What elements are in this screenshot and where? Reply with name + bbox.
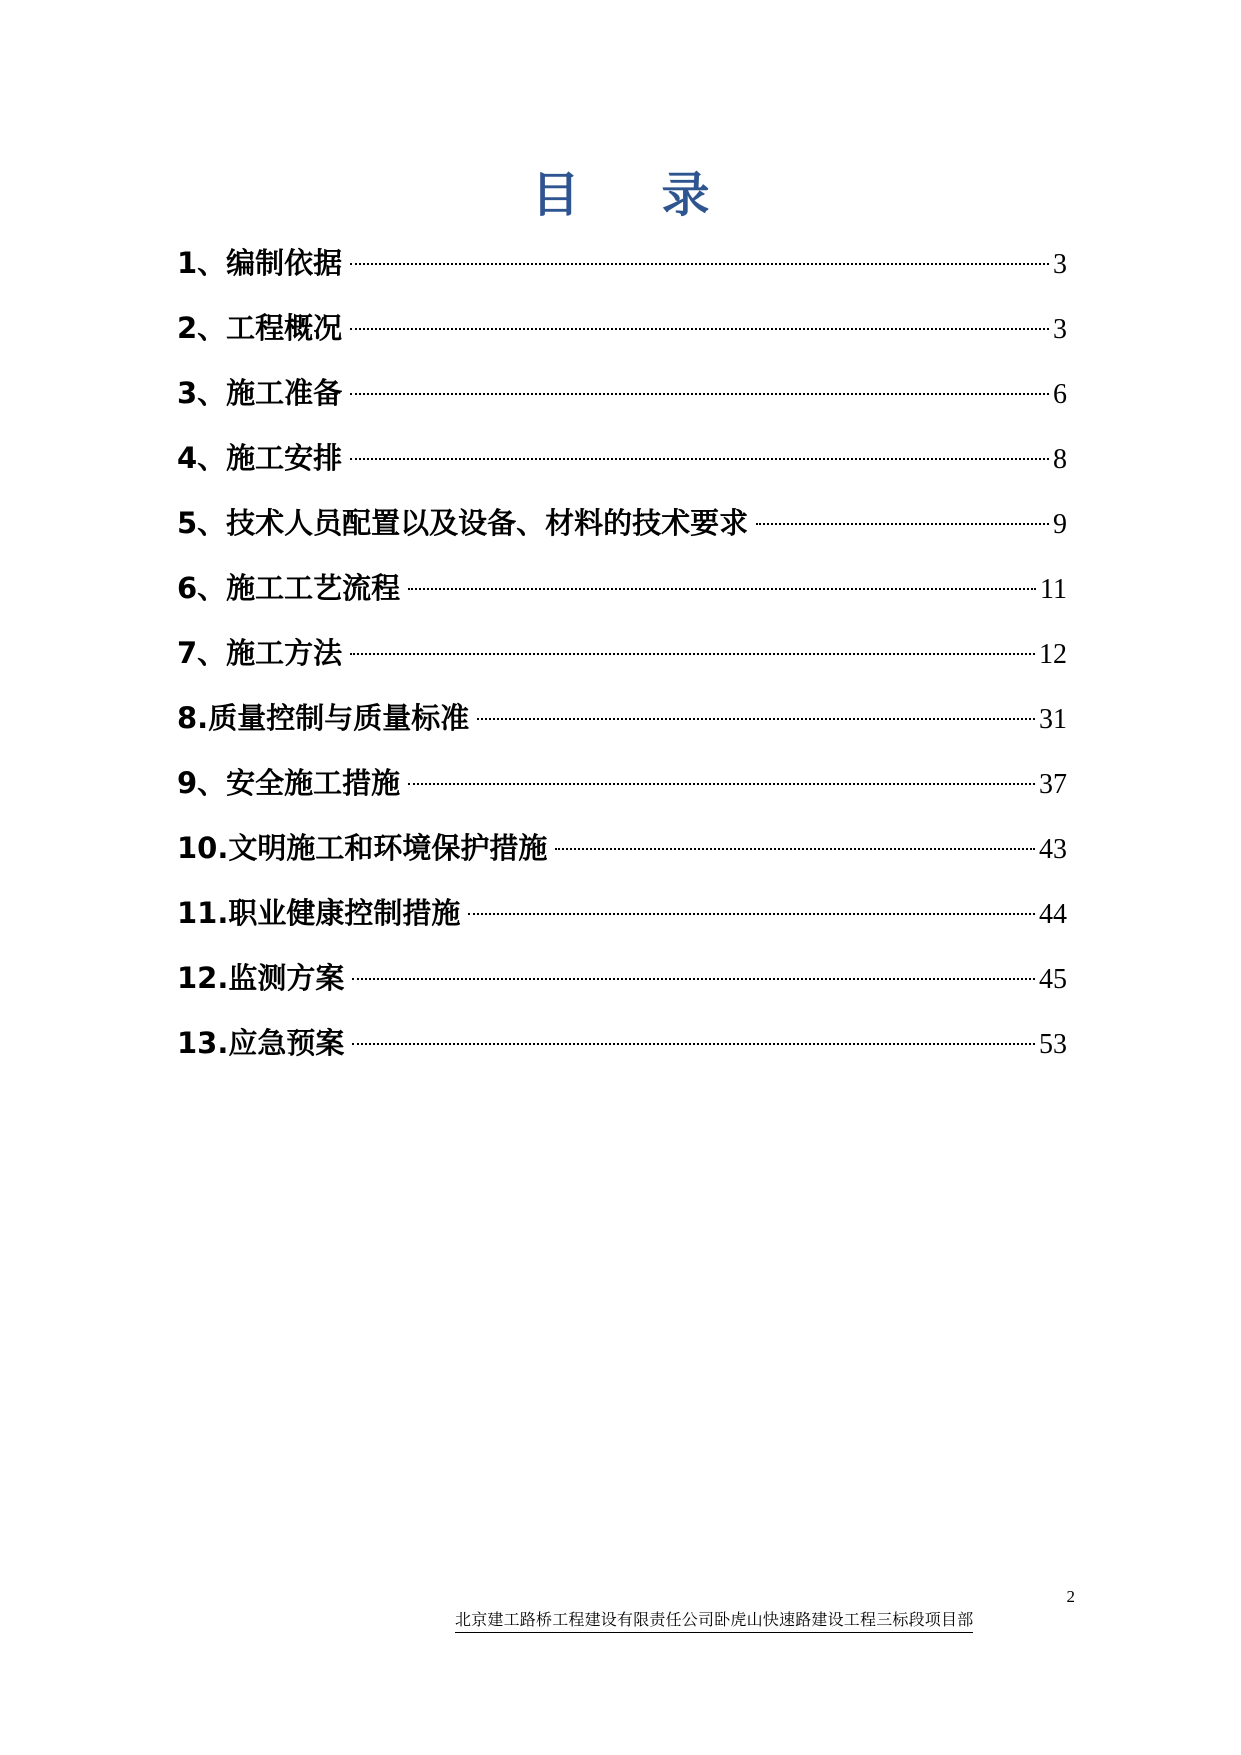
toc-entry[interactable] <box>177 693 1067 758</box>
toc-dot-leader <box>350 328 1049 330</box>
toc-entry[interactable] <box>177 303 1067 368</box>
toc-entry-label: 2、工程概况 <box>177 311 343 345</box>
toc-entry[interactable] <box>177 953 1067 1018</box>
toc-dot-leader <box>756 523 1049 525</box>
toc-entry-label: 7、施工方法 <box>177 636 343 670</box>
toc-entry[interactable] <box>177 628 1067 693</box>
toc-entry-label: 12.监测方案 <box>177 961 345 995</box>
toc-entry-page: 9 <box>1053 509 1067 540</box>
toc-entry-label: 10.文明施工和环境保护措施 <box>177 831 548 865</box>
toc-entry[interactable] <box>177 888 1067 953</box>
toc-entry-label: 11.职业健康控制措施 <box>177 896 461 930</box>
toc-entry-page: 8 <box>1053 444 1067 475</box>
toc-entry[interactable] <box>177 823 1067 888</box>
toc-entry-page: 3 <box>1053 314 1067 345</box>
toc-entry-page: 11 <box>1040 574 1067 605</box>
toc-list <box>177 238 1067 1083</box>
toc-entry-page: 12 <box>1039 639 1067 670</box>
toc-dot-leader <box>477 718 1035 720</box>
toc-entry-label: 9、安全施工措施 <box>177 766 401 800</box>
toc-dot-leader <box>555 848 1035 850</box>
toc-dot-leader <box>468 913 1035 915</box>
toc-entry[interactable] <box>177 498 1067 563</box>
toc-title: 目录 <box>531 167 792 223</box>
toc-entry-label: 3、施工准备 <box>177 376 343 410</box>
toc-entry-page: 45 <box>1039 964 1067 995</box>
toc-entry[interactable] <box>177 563 1067 628</box>
toc-entry-page: 37 <box>1039 769 1067 800</box>
toc-dot-leader <box>352 1043 1035 1045</box>
page-number: 2 <box>1066 1587 1075 1606</box>
toc-entry[interactable] <box>177 238 1067 303</box>
toc-dot-leader <box>350 458 1049 460</box>
toc-dot-leader <box>350 653 1035 655</box>
toc-entry-page: 43 <box>1039 834 1067 865</box>
toc-dot-leader <box>408 783 1035 785</box>
toc-dot-leader <box>350 263 1049 265</box>
toc-entry[interactable] <box>177 1018 1067 1083</box>
toc-entry[interactable] <box>177 368 1067 433</box>
toc-entry-label: 13.应急预案 <box>177 1026 345 1060</box>
page-footer: 北京建工路桥工程建设有限责任公司卧虎山快速路建设工程三标段项目部 <box>455 1607 973 1633</box>
toc-entry-page: 53 <box>1039 1029 1067 1060</box>
toc-entry-label: 8.质量控制与质量标准 <box>177 701 470 735</box>
toc-entry-label: 6、施工工艺流程 <box>177 571 401 605</box>
toc-entry-label: 1、编制依据 <box>177 246 343 280</box>
toc-entry-label: 4、施工安排 <box>177 441 343 475</box>
toc-entry-page: 3 <box>1053 249 1067 280</box>
toc-dot-leader <box>350 393 1049 395</box>
toc-entry[interactable] <box>177 758 1067 823</box>
toc-entry-page: 6 <box>1053 379 1067 410</box>
toc-entry-label: 5、技术人员配置以及设备、材料的技术要求 <box>177 506 749 540</box>
toc-entry-page: 31 <box>1039 704 1067 735</box>
toc-entry[interactable] <box>177 433 1067 498</box>
toc-dot-leader <box>408 588 1036 590</box>
toc-dot-leader <box>352 978 1035 980</box>
toc-entry-page: 44 <box>1039 899 1067 930</box>
